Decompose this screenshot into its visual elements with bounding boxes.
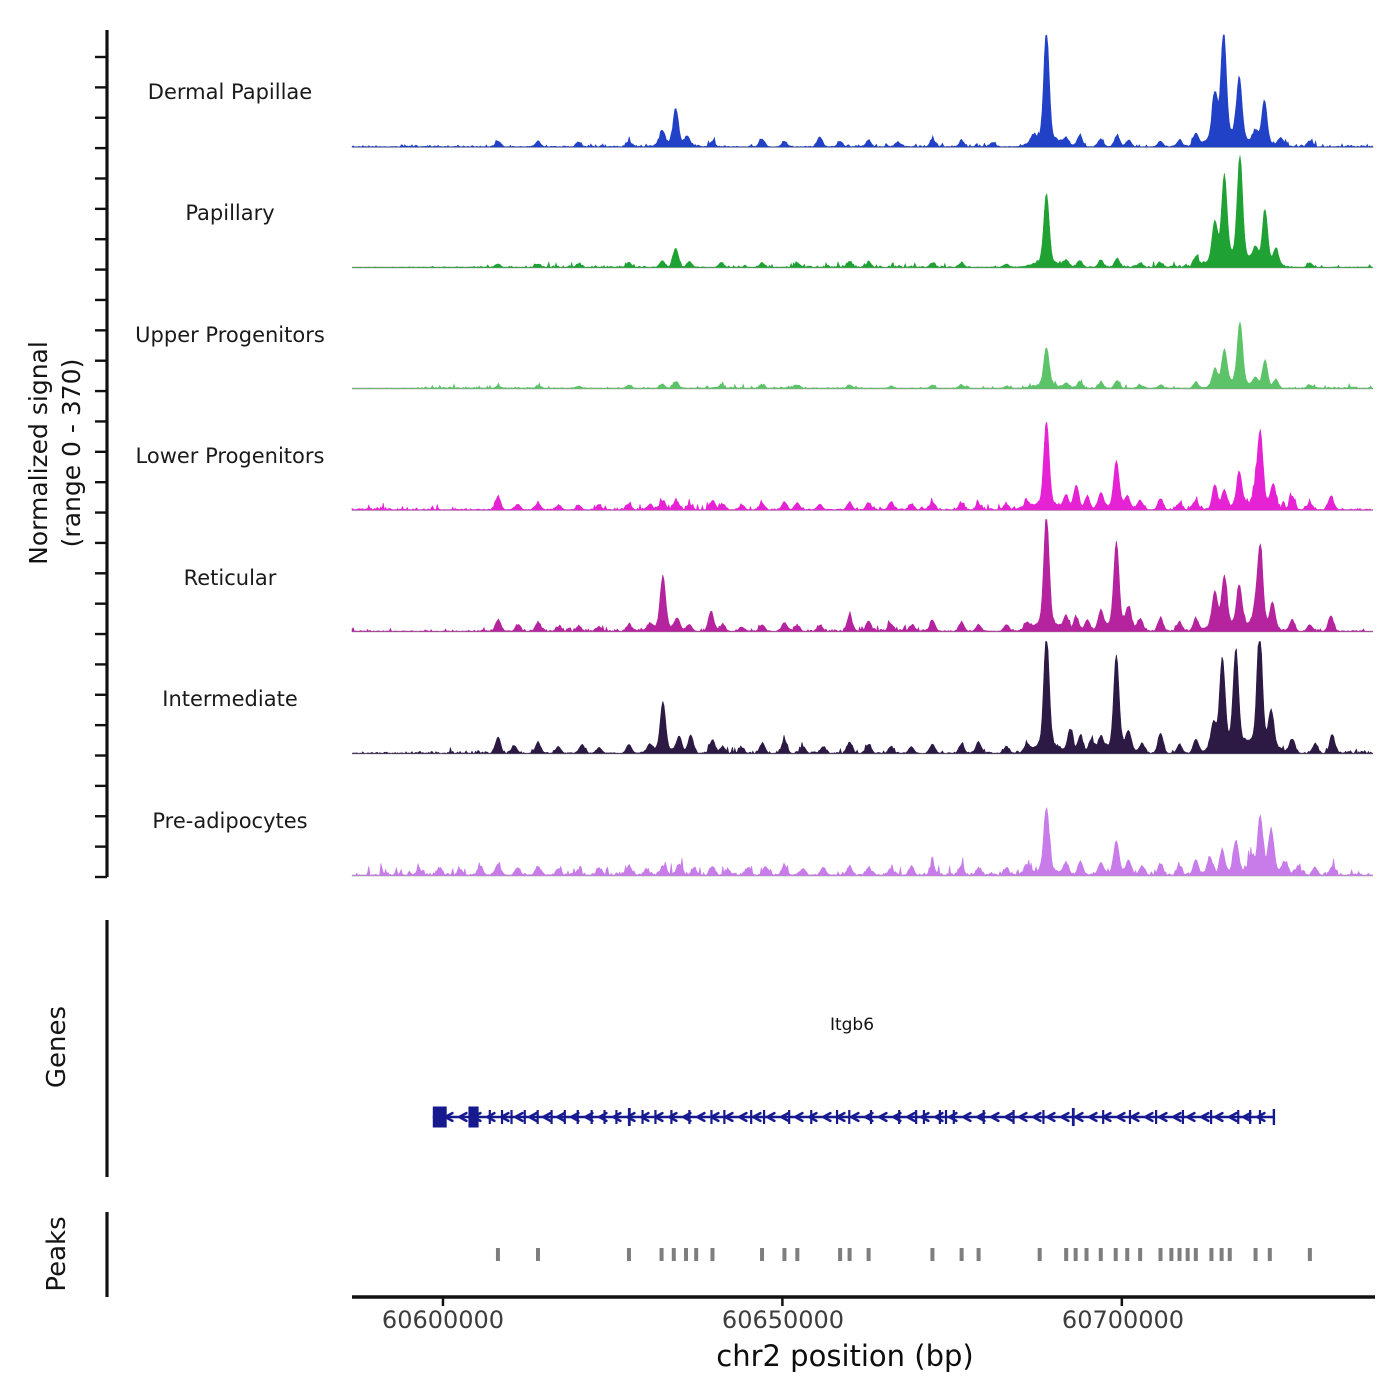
peak-call-bar [1220,1248,1224,1261]
gene-exon-block [468,1107,478,1128]
x-tick-label-60600000: 60600000 [381,1306,505,1334]
gene-name-label: Itgb6 [829,1015,875,1035]
gene-exon [1249,1110,1251,1124]
track-label-upper-progenitors: Upper Progenitors [135,323,325,347]
peak-call-bar [930,1248,934,1261]
peak-call-bar [1308,1248,1312,1261]
track-label-papillary: Papillary [185,201,275,225]
peak-call-bar [694,1248,698,1261]
gene-exon [939,1110,941,1124]
signal-area-dermal-papillae [352,35,1373,147]
gene-exon [510,1110,512,1124]
gene-exon [603,1110,605,1124]
track-label-pre-adipocytes: Pre-adipocytes [152,809,308,833]
gene-exon [615,1110,617,1124]
gene-exon [1042,1110,1044,1124]
gene-exon [688,1110,690,1124]
peaks-section-label: Peaks [42,1216,72,1292]
signal-area-papillary [352,156,1373,268]
track-label-reticular: Reticular [183,566,277,590]
x-tick-label-60650000: 60650000 [721,1306,845,1334]
peak-bars-layer [496,1248,1312,1261]
gene-exon [945,1110,947,1124]
peak-call-bar [1169,1248,1173,1261]
peak-call-bar [710,1248,714,1261]
peak-call-bar [684,1248,688,1261]
peak-call-bar [627,1248,631,1261]
signal-area-upper-progenitors [352,322,1373,389]
peak-call-bar [782,1248,786,1261]
signal-tracks-layer [352,35,1373,876]
peak-call-bar [1074,1248,1078,1261]
x-tick-label-60700000: 60700000 [1061,1306,1185,1334]
track-label-dermal-papillae: Dermal Papillae [147,80,313,104]
gene-exon [591,1110,593,1124]
peak-call-bar [1194,1248,1198,1261]
signal-axis-title-line1: Normalized signal [24,341,53,565]
gene-exon [810,1110,812,1124]
peak-call-bar [848,1248,852,1261]
peak-call-bar [1178,1248,1182,1261]
gene-track-layer [433,1107,1275,1128]
gene-exon [524,1110,526,1124]
gene-exon [923,1110,925,1124]
signal-axis-title-line2: (range 0 - 370) [57,358,86,548]
genes-section-label: Genes [42,1005,72,1089]
peak-call-bar [1099,1248,1103,1261]
gene-exon [915,1110,917,1124]
peak-call-bar [1186,1248,1190,1261]
gene-exon [564,1110,566,1124]
peak-call-bar [1038,1248,1042,1261]
gene-exon-block [433,1107,447,1128]
gene-exon [537,1110,539,1124]
peak-call-bar [1209,1248,1213,1261]
gene-exon [1155,1110,1157,1124]
peak-call-bar [1138,1248,1142,1261]
gene-exon [848,1110,850,1124]
gene-exon [750,1110,752,1124]
track-label-intermediate: Intermediate [162,687,298,711]
peak-call-bar [1085,1248,1089,1261]
peak-call-bar [1268,1248,1272,1261]
peak-call-bar [795,1248,799,1261]
gene-exon [1129,1110,1131,1124]
peak-call-bar [838,1248,842,1261]
peak-call-bar [1159,1248,1163,1261]
peak-call-bar [1125,1248,1129,1261]
peak-call-bar [496,1248,500,1261]
peak-call-bar [660,1248,664,1261]
gene-exon [654,1110,656,1124]
peak-call-bar [672,1248,676,1261]
gene-exon [1210,1110,1212,1124]
gene-exon [641,1110,643,1124]
x-axis-title: chr2 position (bp) [716,1339,974,1373]
gene-exon [1012,1110,1014,1124]
signal-area-reticular [352,520,1373,632]
gene-exon [953,1110,955,1124]
gene-exon [710,1110,712,1124]
gene-exon [836,1110,838,1124]
signal-axis-title [22,193,88,713]
gene-exon [670,1110,672,1124]
gene-exon [723,1110,725,1124]
gene-exon [763,1110,765,1124]
track-label-lower-progenitors: Lower Progenitors [135,444,325,468]
gene-exon [898,1110,900,1124]
peak-call-bar [760,1248,764,1261]
gene-exon [983,1110,985,1124]
peak-call-bar [977,1248,981,1261]
peak-call-bar [1064,1248,1068,1261]
peak-call-bar [1114,1248,1118,1261]
gene-end-bar [1273,1109,1275,1125]
gene-exon [501,1110,503,1124]
gene-exon [788,1110,790,1124]
signal-area-lower-progenitors [352,422,1373,510]
peak-call-bar [1254,1248,1258,1261]
peak-call-bar [960,1248,964,1261]
gene-exon [870,1110,872,1124]
gene-exon-tall [628,1108,631,1126]
signal-area-pre-adipocytes [352,808,1373,876]
gene-exon-tall [1072,1108,1075,1126]
gene-exon [550,1110,552,1124]
gene-exon [1237,1110,1239,1124]
peak-call-bar [867,1248,871,1261]
gene-exon [489,1110,491,1124]
gene-exon [1259,1110,1261,1124]
gene-exon [1182,1110,1184,1124]
gene-exon [1102,1110,1104,1124]
peak-call-bar [536,1248,540,1261]
gene-exon [577,1110,579,1124]
signal-area-intermediate [352,642,1373,754]
peak-call-bar [1228,1248,1232,1261]
